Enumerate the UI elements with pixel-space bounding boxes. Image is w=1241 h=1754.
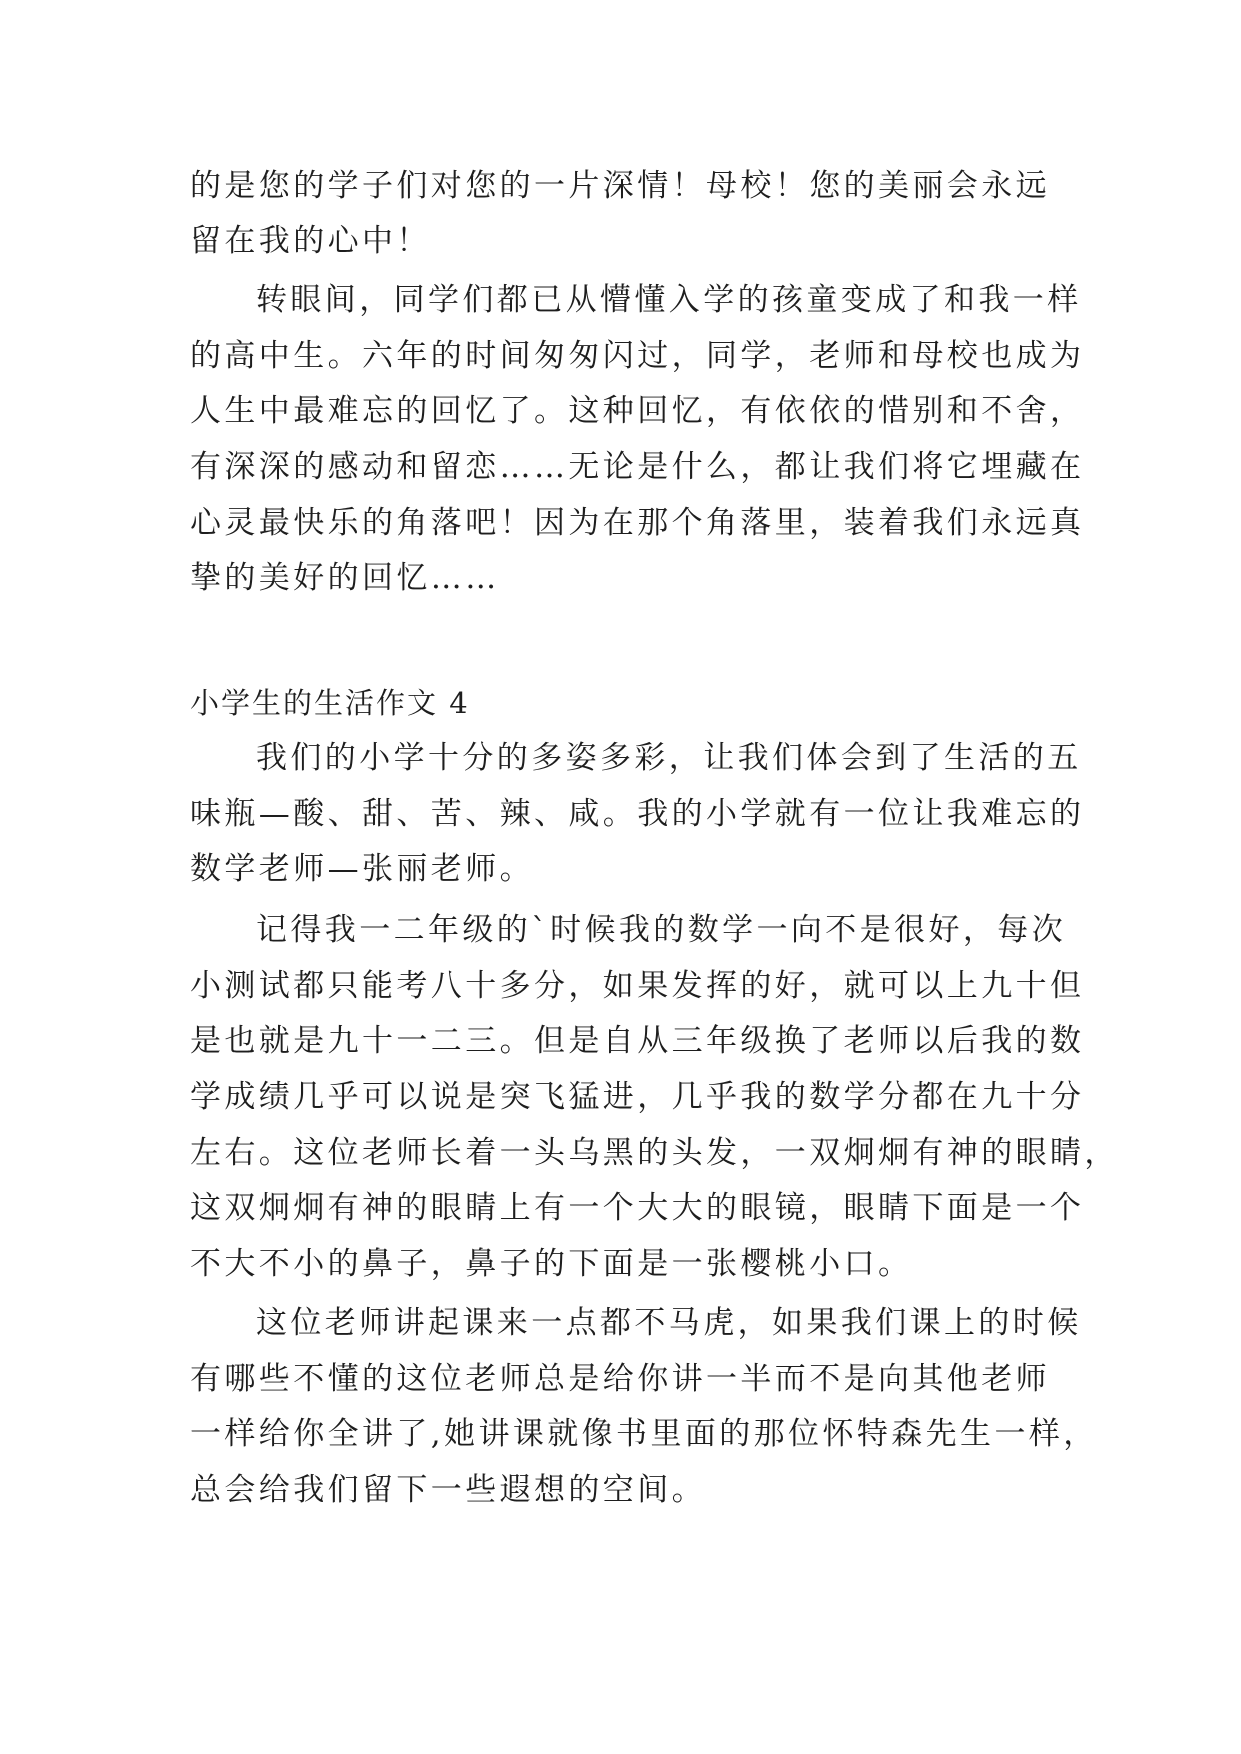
paragraph-line: 心灵最快乐的角落吧！因为在那个角落里，装着我们永远真 bbox=[190, 505, 1085, 541]
paragraph-line: 这位老师讲起课来一点都不马虎，如果我们课上的时候 bbox=[256, 1305, 1082, 1341]
paragraph-line: 味瓶—酸、甜、苦、辣、咸。我的小学就有一位让我难忘的 bbox=[190, 796, 1085, 832]
paragraph-line: 小测试都只能考八十多分，如果发挥的好，就可以上九十但 bbox=[190, 968, 1085, 1004]
paragraph-line: 有深深的感动和留恋……无论是什么，都让我们将它埋藏在 bbox=[190, 449, 1085, 485]
paragraph-line: 数学老师—张丽老师。 bbox=[190, 851, 534, 887]
paragraph-line: 这双炯炯有神的眼睛上有一个大大的眼镜，眼睛下面是一个 bbox=[190, 1190, 1085, 1226]
paragraph-line: 我们的小学十分的多姿多彩，让我们体会到了生活的五 bbox=[256, 740, 1082, 776]
paragraph-line: 有哪些不懂的这位老师总是给你讲一半而不是向其他老师 bbox=[190, 1361, 1050, 1397]
paragraph-line: 是也就是九十一二三。但是自从三年级换了老师以后我的数 bbox=[190, 1023, 1085, 1059]
paragraph-line: 不大不小的鼻子，鼻子的下面是一张樱桃小口。 bbox=[190, 1246, 913, 1282]
paragraph-line: 记得我一二年级的`时候我的数学一向不是很好，每次 bbox=[256, 912, 1067, 948]
paragraph-line: 转眼间，同学们都已从懵懂入学的孩童变成了和我一样 bbox=[256, 282, 1082, 318]
section-heading: 小学生的生活作文 4 bbox=[190, 686, 470, 720]
paragraph-line: 留在我的心中！ bbox=[190, 223, 431, 259]
paragraph-line: 挚的美好的回忆…… bbox=[190, 560, 500, 596]
paragraph-line: 学成绩几乎可以说是突飞猛进，几乎我的数学分都在九十分 bbox=[190, 1079, 1085, 1115]
paragraph-line: 的是您的学子们对您的一片深情！母校！您的美丽会永远 bbox=[190, 168, 1050, 204]
paragraph-line: 左右。这位老师长着一头乌黑的头发，一双炯炯有神的眼睛， bbox=[190, 1135, 1119, 1171]
paragraph-line: 人生中最难忘的回忆了。这种回忆，有依依的惜别和不舍， bbox=[190, 393, 1085, 429]
paragraph-line: 总会给我们留下一些遐想的空间。 bbox=[190, 1472, 706, 1508]
paragraph-line: 的高中生。六年的时间匆匆闪过，同学，老师和母校也成为 bbox=[190, 338, 1085, 374]
paragraph-line: 一样给你全讲了,她讲课就像书里面的那位怀特森先生一样， bbox=[190, 1416, 1098, 1452]
